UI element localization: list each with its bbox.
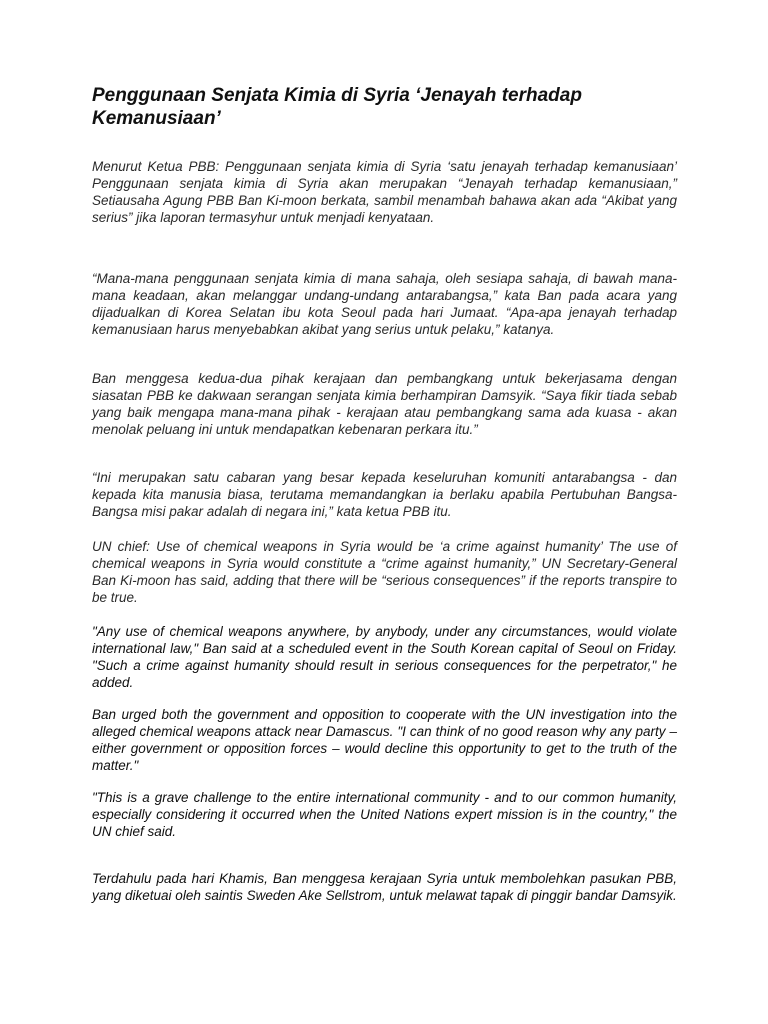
paragraph-7: Ban urged both the government and opposition to cooperate with the UN investigation into the alleged chemical weapons attack near Damascus. "I can think of no good reason why any party – either government or opposition forces – would decline this opportunity to get to the truth of the matter."	[92, 707, 677, 773]
paragraph-1: Menurut Ketua PBB: Penggunaan senjata kimia di Syria ‘satu jenayah terhadap kemanusiaan’ Penggunaan senjata kimia di Syria akan merupakan “Jenayah terhadap kemanusiaan,” Setiausaha Agung PBB Ban Ki-moon berkata, sambil menambah bahawa akan ada “Akibat yang serius” jika laporan termasyhur untuk menjadi kenyataan.	[92, 159, 677, 225]
paragraph-8: "This is a grave challenge to the entire international community - and to our common humanity, especially considering it occurred when the United Nations expert mission is in the country," the UN chief said.	[92, 790, 677, 839]
document-title: Penggunaan Senjata Kimia di Syria ‘Jenayah terhadap Kemanusiaan’	[92, 85, 582, 129]
paragraph-6: "Any use of chemical weapons anywhere, by anybody, under any circumstances, would violate international law," Ban said at a scheduled event in the South Korean capital of Seoul on Friday. "Such a crime against humanity should result in serious consequences for the perpetrator," he added.	[92, 624, 677, 690]
paragraph-2: “Mana-mana penggunaan senjata kimia di mana sahaja, oleh sesiapa sahaja, di bawah mana-mana keadaan, akan melanggar undang-undang antarabangsa,” kata Ban pada acara yang dijadualkan di Korea Selatan ibu kota Seoul pada hari Jumaat. “Apa-apa jenayah terhadap kemanusiaan harus menyebabkan akibat yang serius untuk pelaku,” katanya.	[92, 271, 677, 337]
paragraph-9: Terdahulu pada hari Khamis, Ban menggesa kerajaan Syria untuk membolehkan pasukan PBB, yang diketuai oleh saintis Sweden Ake Sellstrom, untuk melawat tapak di pinggir bandar Damsyik.	[92, 871, 677, 903]
paragraph-4: “Ini merupakan satu cabaran yang besar kepada keseluruhan komuniti antarabangsa - dan kepada kita manusia biasa, terutama memandangkan ia berlaku apabila Pertubuhan Bangsa-Bangsa misi pakar adalah di negara ini,” kata ketua PBB itu.	[92, 470, 677, 519]
paragraph-5: UN chief: Use of chemical weapons in Syria would be ‘a crime against humanity’ The use of chemical weapons in Syria would constitute a “crime against humanity,” UN Secretary-General Ban Ki-moon has said, adding that there will be “serious consequences” if the reports transpire to be true.	[92, 539, 677, 605]
paragraph-3: Ban menggesa kedua-dua pihak kerajaan dan pembangkang untuk bekerjasama dengan siasatan PBB ke dakwaan serangan senjata kimia berhampiran Damsyik. “Saya fikir tiada sebab yang baik mengapa mana-mana pihak - kerajaan atau pembangkang sama ada kuasa - akan menolak peluang ini untuk mendapatkan kebenaran perkara itu.”	[92, 371, 677, 437]
